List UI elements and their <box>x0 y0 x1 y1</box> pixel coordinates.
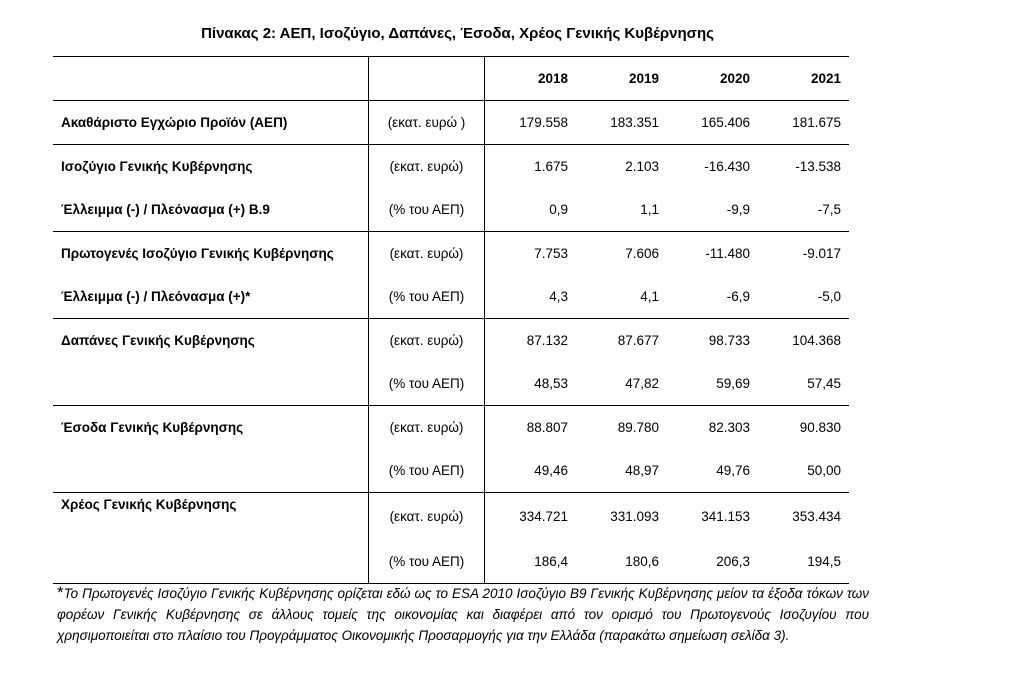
row-label: Δαπάνες Γενικής Κυβέρνησης <box>61 333 255 348</box>
row-unit: (% του ΑΕΠ) <box>369 449 485 493</box>
value-cell: 1.675 <box>534 159 568 174</box>
row-label <box>53 362 369 406</box>
row-unit: (εκατ. ευρώ) <box>369 232 485 276</box>
value-cell: -16.430 <box>704 159 750 174</box>
value-cell: -13.538 <box>795 159 841 174</box>
table-row <box>53 188 849 232</box>
row-unit: (εκατ. ευρώ) <box>369 319 485 363</box>
value-cell: 90.830 <box>799 420 841 435</box>
value-cell: 82.303 <box>708 420 750 435</box>
value-cell: 48,53 <box>485 362 577 406</box>
row-label: Έλλειμμα (-) / Πλεόνασμα (+)* <box>53 275 369 319</box>
value-cell: 341.153 <box>701 509 750 524</box>
value-cell: 194,5 <box>758 540 849 584</box>
value-cell: 7.753 <box>534 246 568 261</box>
value-cell: 48,97 <box>576 449 667 493</box>
value-cell: 4,1 <box>576 275 667 319</box>
value-cell: 7.606 <box>625 246 659 261</box>
value-cell: 206,3 <box>667 540 758 584</box>
table-title: Πίνακας 2: ΑΕΠ, Ισοζύγιο, Δαπάνες, Έσοδα, Χρέος Γενικής Κυβέρνησης <box>201 25 714 42</box>
value-cell: 331.093 <box>610 509 659 524</box>
value-cell: 186,4 <box>485 540 577 584</box>
row-unit: (εκατ. ευρώ) <box>369 145 485 189</box>
year-header: 2018 <box>485 57 577 101</box>
table-row <box>53 232 849 276</box>
table-row <box>53 101 849 145</box>
header-label-cell <box>53 57 369 101</box>
row-unit: (εκατ. ευρώ ) <box>369 101 485 145</box>
row-label: Έσοδα Γενικής Κυβέρνησης <box>61 420 244 435</box>
footnote-marker: * <box>57 583 64 602</box>
value-cell: 165.406 <box>667 101 758 145</box>
value-cell: -6,9 <box>667 275 758 319</box>
value-cell: 179.558 <box>485 101 577 145</box>
value-cell: 1,1 <box>576 188 667 232</box>
row-unit: (% του ΑΕΠ) <box>369 362 485 406</box>
value-cell: 88.807 <box>526 420 568 435</box>
value-cell: 98.733 <box>708 333 750 348</box>
value-cell: 0,9 <box>485 188 577 232</box>
value-cell: 181.675 <box>758 101 849 145</box>
row-label <box>53 540 369 584</box>
value-cell: 87.132 <box>526 333 568 348</box>
row-label <box>53 449 369 493</box>
value-cell: 180,6 <box>576 540 667 584</box>
row-label: Ισοζύγιο Γενικής Κυβέρνησης <box>61 159 253 174</box>
value-cell: 59,69 <box>667 362 758 406</box>
table-row <box>53 275 849 319</box>
table-row <box>53 449 849 493</box>
row-unit: (εκατ. ευρώ) <box>369 493 485 541</box>
footnote <box>57 582 869 646</box>
value-cell: 57,45 <box>758 362 849 406</box>
value-cell: -11.480 <box>705 246 750 261</box>
row-unit: (% του ΑΕΠ) <box>369 540 485 584</box>
table-row <box>53 493 849 541</box>
value-cell: 4,3 <box>485 275 577 319</box>
footnote-text: Το Πρωτογενές Ισοζύγιο Γενικής Κυβέρνησης ορίζεται εδώ ως το ESA 2010 Ισοζύγιο Β9 Γενικής Κυβέρνησης μείον τα έξοδα τόκων των φορέων Γενικής Κυβέρνησης σε άλλους τομείς της οικονομίας και διαφέρει από τον ορισμό του Πρωτογενούς Ισοζυγίου που χρησιμοποιείται στο πλαίσιο του Προγράμματος Οικονομικής Προσαρμογής για την Ελλάδα (παρακάτω σημείωση σελίδα 3). <box>57 586 869 643</box>
row-unit: (% του ΑΕΠ) <box>369 188 485 232</box>
year-header: 2019 <box>576 57 667 101</box>
row-label: Έλλειμμα (-) / Πλεόνασμα (+) Β.9 <box>53 188 369 232</box>
table-row <box>53 362 849 406</box>
value-cell: -5,0 <box>758 275 849 319</box>
header-unit-cell <box>369 57 485 101</box>
row-label: Χρέος Γενικής Κυβέρνησης <box>61 497 237 512</box>
row-label: Ακαθάριστο Εγχώριο Προϊόν (ΑΕΠ) <box>53 101 369 145</box>
value-cell: 2.103 <box>625 159 659 174</box>
value-cell: 49,76 <box>667 449 758 493</box>
value-cell: 89.780 <box>617 420 659 435</box>
value-cell: 183.351 <box>576 101 667 145</box>
year-header: 2020 <box>667 57 758 101</box>
value-cell: -7,5 <box>758 188 849 232</box>
row-label: Πρωτογενές Ισοζύγιο Γενικής Κυβέρνησης <box>61 246 334 261</box>
value-cell: 47,82 <box>576 362 667 406</box>
value-cell: -9.017 <box>802 246 841 261</box>
row-unit: (% του ΑΕΠ) <box>369 275 485 319</box>
value-cell: 50,00 <box>758 449 849 493</box>
value-cell: -9,9 <box>667 188 758 232</box>
value-cell: 353.434 <box>792 509 841 524</box>
row-unit: (εκατ. ευρώ) <box>369 406 485 450</box>
table-row <box>53 319 849 363</box>
value-cell: 87.677 <box>617 333 659 348</box>
value-cell: 49,46 <box>485 449 577 493</box>
value-cell: 104.368 <box>792 333 841 348</box>
value-cell: 334.721 <box>519 509 568 524</box>
fiscal-table <box>53 56 849 584</box>
year-header: 2021 <box>758 57 849 101</box>
table-row <box>53 406 849 450</box>
table-header-row <box>53 57 849 101</box>
table-row <box>53 145 849 189</box>
table-row <box>53 540 849 584</box>
